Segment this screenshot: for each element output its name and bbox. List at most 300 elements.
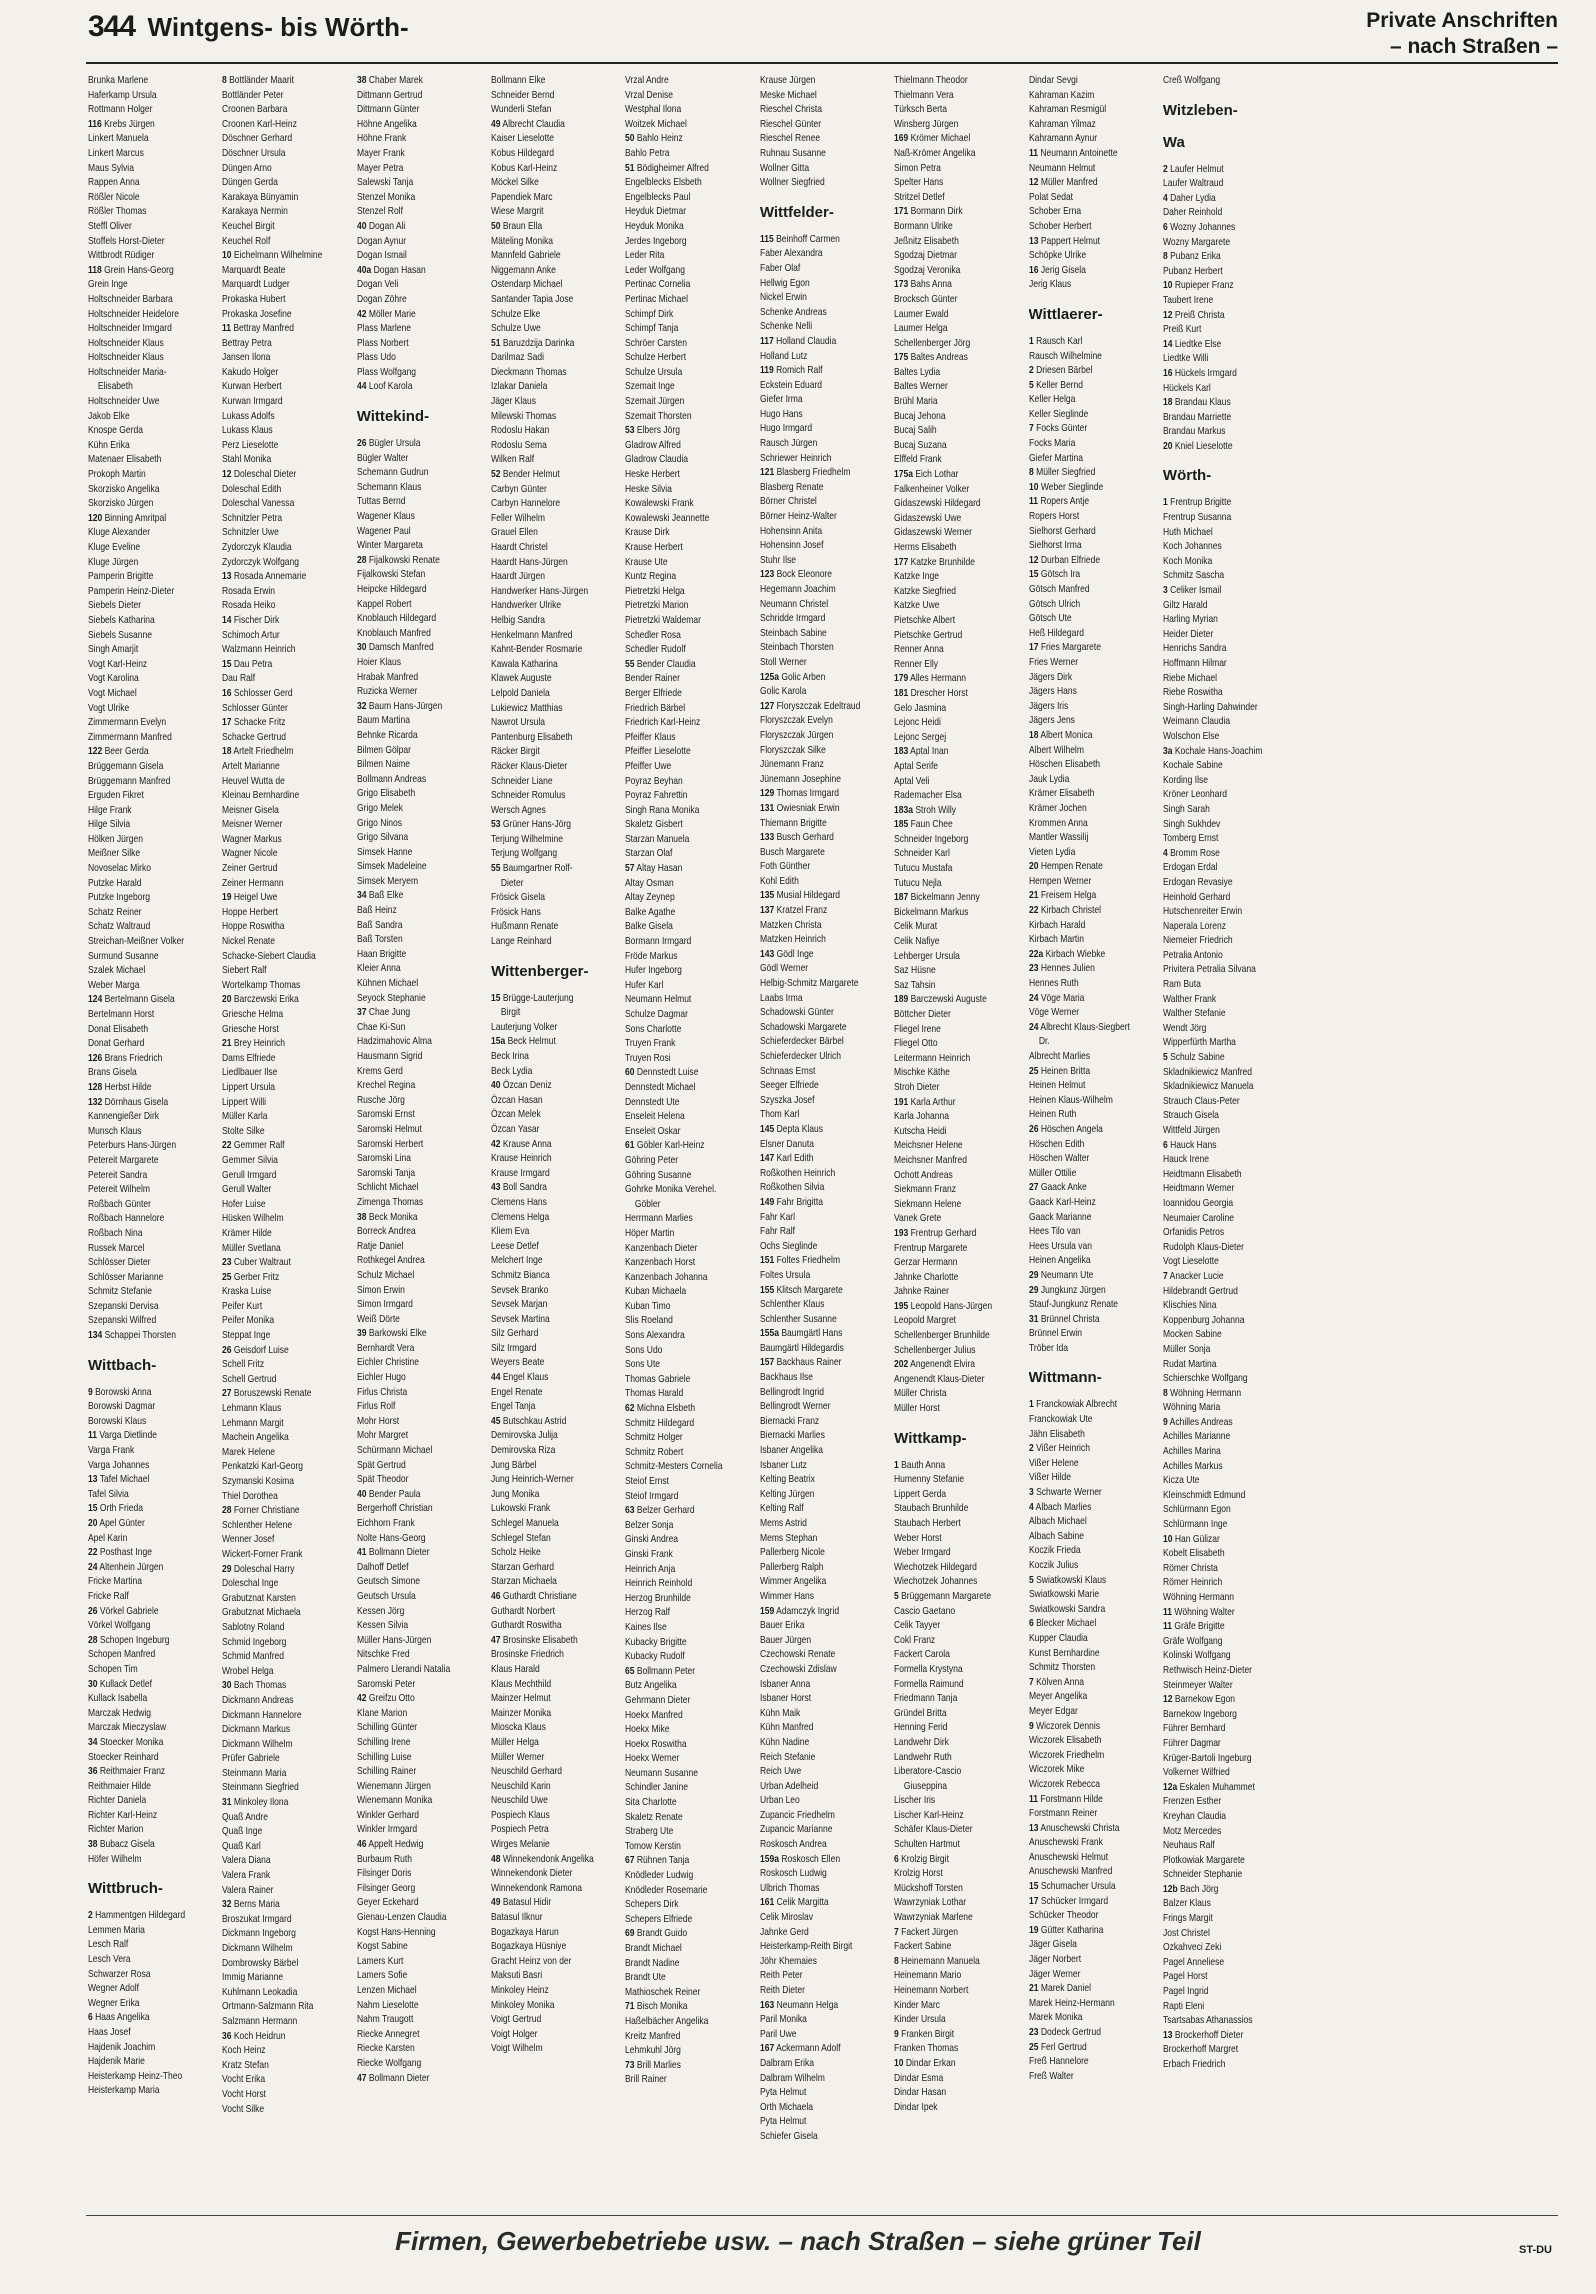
house-number: 27: [222, 1388, 232, 1400]
list-item: [1163, 1328, 1289, 1343]
list-item: [1029, 641, 1155, 656]
resident-name: Helbig-Schmitz Margarete: [759, 978, 859, 990]
resident-name: Brünnel Erwin: [1028, 1328, 1082, 1340]
list-item: [625, 1387, 751, 1402]
list-item: [491, 1502, 617, 1517]
resident-name: Krems Gerd: [356, 1065, 403, 1077]
list-item: [894, 439, 1020, 454]
house-number: 117: [759, 335, 774, 347]
list-item: [491, 483, 617, 498]
house-number: 143: [759, 948, 775, 960]
resident-name: Schücker Theodor: [1028, 1910, 1099, 1922]
resident-name: Wegner Adolf: [88, 1983, 140, 1995]
resident-name: Pietretzki Waldemar: [625, 614, 702, 626]
resident-name: Bertelmann Horst: [88, 1009, 155, 1020]
list-item: [625, 1431, 751, 1446]
resident-name: Höschen Angela: [1040, 1123, 1103, 1135]
resident-name: Dickmann Markus: [222, 1724, 291, 1736]
list-item: [357, 1926, 483, 1941]
list-item: [1029, 656, 1155, 671]
list-item: [1163, 963, 1289, 978]
list-item: [760, 1415, 886, 1430]
resident-name: Schneider Karl: [894, 848, 951, 860]
house-number: 3a: [1162, 745, 1173, 757]
resident-name: Schulze Elke: [491, 308, 541, 320]
list-item: [222, 1052, 348, 1067]
list-item: [1029, 1763, 1155, 1778]
list-item: [625, 629, 751, 644]
resident-name: Doleschal Edith: [222, 483, 282, 495]
house-number: 45: [491, 1415, 501, 1427]
resident-name: Sablotny Roland: [222, 1621, 285, 1633]
resident-name: Schmitz Hildegard: [625, 1417, 695, 1429]
list-item: [894, 599, 1020, 614]
resident-name: Marek Helene: [222, 1446, 276, 1458]
house-number: 1: [894, 1459, 899, 1471]
resident-name: Beck Irina: [491, 1051, 529, 1062]
list-item: [222, 1884, 348, 1899]
list-item: [760, 2101, 886, 2116]
list-item: [88, 1909, 214, 1924]
list-item: [894, 804, 1020, 819]
list-item: [625, 1125, 751, 1140]
resident-name: Bormann Dirk: [910, 206, 963, 218]
list-item: [760, 525, 886, 540]
list-item: [357, 351, 483, 366]
resident-name: Krämer Elisabeth: [1028, 788, 1094, 800]
list-item: [894, 1940, 1020, 1955]
resident-name: Pfeiffer Lieselotte: [625, 746, 692, 758]
resident-name: Schemann Klaus: [356, 481, 422, 493]
list-item: [357, 1152, 483, 1167]
resident-name: Schmitz Thorsten: [1028, 1662, 1095, 1674]
resident-name: Kubacky Brigitte: [625, 1636, 688, 1648]
resident-name: Pallerberg Nicole: [759, 1547, 825, 1559]
resident-name: Herrmann Marlies: [625, 1213, 694, 1225]
list-item: [894, 1096, 1020, 1111]
house-number: 42: [356, 308, 367, 320]
resident-name: Orth Frieda: [99, 1503, 143, 1515]
house-number: 28: [356, 554, 367, 566]
list-item: [222, 1169, 348, 1184]
list-item: [1029, 919, 1155, 934]
house-number: 1: [1028, 1399, 1034, 1411]
list-item: [88, 847, 214, 862]
list-item: [760, 510, 886, 525]
list-item: [894, 410, 1020, 425]
list-item: [357, 1035, 483, 1050]
list-item: [88, 293, 214, 308]
house-number: 14: [222, 614, 232, 626]
list-item: [625, 147, 751, 162]
resident-name: Knoblauch Manfred: [356, 627, 431, 639]
list-item: [1029, 889, 1155, 904]
house-number: 15: [88, 1503, 98, 1515]
house-number: 7: [1162, 1270, 1168, 1282]
resident-name: Özcan Hasan: [491, 1094, 543, 1106]
list-item: [222, 2059, 348, 2074]
list-item: [357, 366, 483, 381]
list-item: [1163, 569, 1289, 584]
resident-name: Valera Diana: [222, 1855, 271, 1867]
resident-name: Kurwan Irmgard: [222, 396, 283, 408]
list-item: [491, 1648, 617, 1663]
list-item: [88, 424, 214, 439]
resident-name: Krause Heinrich: [491, 1153, 552, 1165]
list-item: [222, 1927, 348, 1942]
resident-name: Minkoley Ilona: [234, 1797, 289, 1809]
header-left: [88, 10, 409, 44]
house-number: 4: [1162, 192, 1168, 204]
list-item: [491, 1371, 617, 1386]
list-item: [625, 1446, 751, 1461]
house-number: 51: [625, 162, 635, 174]
list-item: [1029, 700, 1155, 715]
resident-name: Haardt Christel: [491, 542, 548, 553]
list-item: [625, 132, 751, 147]
resident-name: Wagener Paul: [356, 525, 411, 537]
list-item: [222, 1752, 348, 1767]
list-item: [894, 191, 1020, 206]
list-item: [625, 1738, 751, 1753]
list-item: [222, 1096, 348, 1111]
resident-name: Meißner Silke: [88, 848, 141, 860]
list-item: [1163, 1080, 1289, 1095]
list-item: [222, 337, 348, 352]
house-number: 119: [759, 365, 774, 377]
resident-name: Zupancic Marianne: [759, 1824, 833, 1836]
list-item: [88, 1227, 214, 1242]
resident-name: Roskosch Andrea: [759, 1839, 827, 1851]
list-item: [88, 2055, 214, 2070]
resident-name: Greifzu Otto: [368, 1693, 415, 1705]
list-item: [222, 1709, 348, 1724]
list-item: [894, 1823, 1020, 1838]
list-item: [491, 775, 617, 790]
resident-name: Skaletz Gisbert: [625, 819, 684, 831]
list-item: [1163, 1168, 1289, 1183]
resident-name: Hoffmann Hilmar: [1162, 658, 1227, 669]
list-item: [88, 395, 214, 410]
list-item: [222, 1898, 348, 1913]
list-item: [222, 847, 348, 862]
list-item: [491, 1167, 617, 1182]
resident-name: Privitera Petralia Silvana: [1162, 964, 1256, 976]
list-item: [625, 2015, 751, 2030]
resident-name: Surmund Susanne: [88, 950, 159, 962]
house-number: 10: [1162, 1533, 1173, 1545]
list-item: [1163, 1241, 1289, 1256]
resident-name: Dogan Ismail: [356, 250, 407, 262]
resident-name: Kawala Katharina: [491, 658, 558, 670]
resident-name: Steinbach Thorsten: [759, 642, 834, 654]
resident-name: Brandt Ute: [625, 1972, 667, 1984]
list-item: [625, 775, 751, 790]
list-item: [760, 1561, 886, 1576]
list-item: [1029, 1734, 1155, 1749]
list-item: [491, 1926, 617, 1941]
resident-name: Petereit Sandra: [88, 1169, 148, 1181]
list-item: [357, 1707, 483, 1722]
resident-name: Sgodzaj Veronika: [894, 264, 961, 276]
resident-name: Bauer Jürgen: [759, 1634, 811, 1646]
list-item: [760, 335, 886, 350]
resident-name: Schwarzer Rosa: [88, 1968, 151, 1980]
resident-name: Varga Frank: [88, 1445, 135, 1457]
list-item: [894, 964, 1020, 979]
list-item: [357, 1488, 483, 1503]
resident-name: Aptal Veli: [894, 775, 930, 787]
list-item: [491, 424, 617, 439]
list-item: [1029, 1167, 1155, 1182]
resident-name: Liedtke Willi: [1162, 353, 1209, 365]
resident-name: Rudat Martina: [1162, 1358, 1217, 1370]
resident-name: Wozny Margarete: [1162, 236, 1230, 248]
list-item: [357, 1969, 483, 1984]
house-number: 19: [222, 892, 232, 904]
house-number: 36: [88, 1766, 98, 1778]
list-item: [894, 1896, 1020, 1911]
house-number: 43: [491, 1182, 501, 1194]
resident-name: Kröner Leonhard: [1162, 789, 1227, 801]
resident-name: Handwerker Hans-Jürgen: [491, 585, 589, 597]
resident-name: Brandt Michael: [625, 1943, 683, 1954]
resident-name: Ropers Antje: [1039, 496, 1089, 508]
resident-name: Özcan Yasar: [491, 1123, 540, 1135]
resident-name: Angenendt Elvira: [910, 1359, 976, 1371]
resident-name: Eichhorn Frank: [356, 1518, 415, 1529]
resident-name: Elffeld Frank: [894, 454, 942, 466]
resident-name: Führer Bernhard: [1162, 1723, 1226, 1735]
list-item: [88, 1532, 214, 1547]
resident-name: Renner Elly: [894, 658, 939, 670]
resident-name: Thiemann Brigitte: [759, 817, 827, 829]
list-item: [222, 1008, 348, 1023]
resident-name: Boruszewski Renate: [234, 1388, 312, 1400]
resident-name: Biernacki Marlies: [759, 1430, 825, 1442]
resident-name: Engel Tanja: [491, 1401, 536, 1413]
list-item: [88, 191, 214, 206]
list-item: [491, 935, 617, 950]
resident-name: Mäteling Monika: [491, 235, 554, 247]
list-item: [1029, 1442, 1155, 1457]
resident-name: Pagel Anneliese: [1162, 1956, 1225, 1968]
resident-name: Spät Gertrud: [356, 1459, 406, 1471]
list-item: [357, 1298, 483, 1313]
resident-name: Schimpf Dirk: [625, 308, 674, 320]
resident-name: Kölven Anna: [1035, 1676, 1084, 1688]
list-item: [760, 1999, 886, 2014]
resident-name: Donat Elisabeth: [88, 1023, 149, 1035]
resident-name: Kahraman Yilmaz: [1028, 118, 1096, 130]
resident-name: Mioscka Klaus: [491, 1722, 547, 1734]
resident-name: Filsinger Doris: [356, 1868, 412, 1880]
house-number: 5: [894, 1590, 899, 1602]
list-item: [222, 410, 348, 425]
list-item: [1163, 309, 1289, 324]
list-item: [1163, 1430, 1289, 1445]
resident-name: Simsek Hanne: [356, 846, 413, 858]
list-item: [222, 2103, 348, 2118]
resident-name: Szepanski Dervisa: [88, 1300, 159, 1312]
resident-name: Plass Wolfgang: [356, 366, 416, 378]
list-item: [88, 176, 214, 191]
resident-name: Bollmann Peter: [637, 1665, 696, 1677]
directory-column: [1163, 74, 1289, 2209]
list-item: [357, 1371, 483, 1386]
house-number: 20: [88, 1518, 98, 1529]
list-item: [357, 249, 483, 264]
resident-name: Giefer Martina: [1028, 452, 1083, 464]
resident-name: Liedtke Else: [1174, 338, 1222, 350]
list-item: [491, 89, 617, 104]
resident-name: Geutsch Simone: [356, 1576, 420, 1588]
resident-name: Kohl Edith: [759, 875, 799, 887]
resident-name: Leese Detlef: [491, 1240, 539, 1252]
list-item: [894, 1765, 1020, 1780]
list-item: [88, 1212, 214, 1227]
resident-name: Höschen Edith: [1028, 1138, 1084, 1150]
list-item: [625, 1344, 751, 1359]
resident-name: Straberg Ute: [625, 1826, 674, 1838]
street-heading: Wittbruch-: [88, 1880, 163, 1898]
list-item: [760, 671, 886, 686]
resident-name: Haßelbächer Angelika: [625, 2015, 709, 2027]
resident-name: Pfeiffer Uwe: [625, 760, 672, 772]
resident-name: Schwarte Werner: [1035, 1487, 1102, 1499]
list-item: [760, 1035, 886, 1050]
resident-name: Engelblecks Paul: [625, 191, 691, 203]
resident-name: Barkowski Elke: [368, 1328, 427, 1340]
resident-name: Munsch Klaus: [88, 1125, 142, 1137]
resident-name: Vogt Karl-Heinz: [88, 658, 148, 670]
resident-name: Guthardt Christiane: [502, 1590, 577, 1602]
list-item: [625, 293, 751, 308]
house-number: 161: [759, 1897, 775, 1909]
resident-name: Kowalewski Jeannette: [625, 512, 710, 524]
resident-name: Gaack Anke: [1040, 1182, 1087, 1194]
list-item: [491, 468, 617, 483]
list-item: [357, 831, 483, 846]
resident-name: Räcker Klaus-Dieter: [491, 760, 568, 772]
list-item: [88, 1139, 214, 1154]
resident-name: Döschner Gerhard: [222, 133, 293, 145]
resident-name: Vrzal Denise: [625, 89, 674, 101]
house-number: 11: [1028, 1793, 1038, 1805]
resident-name: Rößler Nicole: [88, 191, 140, 203]
resident-name: Hückels Irmgard: [1174, 367, 1237, 379]
list-item: [760, 802, 886, 817]
list-item: [625, 395, 751, 410]
list-item: [491, 1940, 617, 1955]
list-item: [894, 629, 1020, 644]
resident-name: Rieschel Renee: [759, 133, 820, 145]
resident-name: Wiczorek Rebecca: [1028, 1778, 1100, 1790]
resident-name: Henrichs Sandra: [1162, 643, 1227, 655]
page-range: Wintgens- bis Wörth-: [147, 12, 409, 42]
resident-name: Putzke Harald: [88, 877, 142, 889]
resident-name: Schell Gertrud: [222, 1373, 277, 1385]
resident-name: Bucaj Suzana: [894, 439, 947, 451]
house-number: 159a: [759, 1853, 779, 1865]
resident-name: Jerig Gisela: [1040, 264, 1086, 276]
resident-name: Hammentgen Hildegard: [95, 1910, 186, 1922]
list-item: [1029, 335, 1155, 350]
list-item: [1029, 773, 1155, 788]
list-item: [625, 818, 751, 833]
list-item: [894, 1285, 1020, 1300]
list-item: [491, 614, 617, 629]
resident-name: Wegner Erika: [88, 1997, 140, 2009]
house-number: 121: [759, 467, 775, 479]
resident-name: Jahnke Rainer: [894, 1286, 950, 1298]
list-item: [491, 497, 617, 512]
resident-name: Batasul Ilknur: [491, 1912, 543, 1924]
list-item: [760, 1152, 886, 1167]
resident-name: Siebels Dieter: [88, 600, 142, 612]
resident-name: Ginski Frank: [625, 1548, 674, 1560]
house-number: 155a: [759, 1328, 779, 1340]
list-item: [88, 1198, 214, 1213]
resident-name: Sons Charlotte: [625, 1023, 682, 1035]
list-item: [1163, 1897, 1289, 1912]
list-item: [222, 643, 348, 658]
house-number: 22: [1028, 905, 1039, 917]
resident-name: Wawrzyniak Lothar: [894, 1897, 967, 1909]
resident-name: Dalbram Erika: [759, 2057, 814, 2069]
list-item: [1029, 205, 1155, 220]
resident-name: Sons Alexandra: [625, 1330, 686, 1342]
resident-name: Zydorczyk Klaudia: [222, 542, 292, 553]
resident-name: Jungkunz Jürgen: [1040, 1284, 1106, 1296]
list-item: [760, 132, 886, 147]
resident-name: Firlus Rolf: [356, 1401, 396, 1413]
resident-name: Stroh Willy: [915, 804, 957, 816]
resident-name: Steinmann Maria: [222, 1767, 287, 1779]
resident-name: Götsch Ute: [1028, 613, 1072, 625]
house-number: 12a: [1162, 1781, 1178, 1793]
resident-name: Siekmann Franz: [894, 1184, 957, 1196]
resident-name: Bottländer Maarit: [229, 75, 295, 86]
resident-name: Kluge Eveline: [88, 542, 141, 553]
list-item: [760, 1065, 886, 1080]
list-item: [625, 993, 751, 1008]
list-item: [1029, 1313, 1155, 1328]
resident-name: Albert Wilhelm: [1028, 744, 1084, 756]
list-item: [357, 293, 483, 308]
list-item: [894, 2057, 1020, 2072]
house-number: 155: [759, 1284, 775, 1296]
list-item: [222, 1869, 348, 1884]
resident-name: Chae Ki-Sun: [356, 1021, 406, 1033]
list-item: [894, 1619, 1020, 1634]
resident-name: Müller Sonja: [1162, 1343, 1211, 1355]
resident-name: Neuschild Uwe: [491, 1795, 548, 1807]
resident-name: Eichler Christine: [356, 1357, 419, 1369]
list-item: [88, 1183, 214, 1198]
list-item: [1163, 1109, 1289, 1124]
list-item: [88, 1838, 214, 1853]
list-item: [222, 2030, 348, 2045]
resident-name: Palmero Llerandi Natalia: [356, 1663, 451, 1675]
list-item: [894, 468, 1020, 483]
list-item: [760, 1284, 886, 1299]
list-item: [222, 1548, 348, 1563]
resident-name: Hennes Julien: [1040, 963, 1095, 975]
list-item: [88, 818, 214, 833]
list-item: [894, 1780, 1020, 1795]
resident-name: Gerzar Hermann: [894, 1257, 958, 1269]
